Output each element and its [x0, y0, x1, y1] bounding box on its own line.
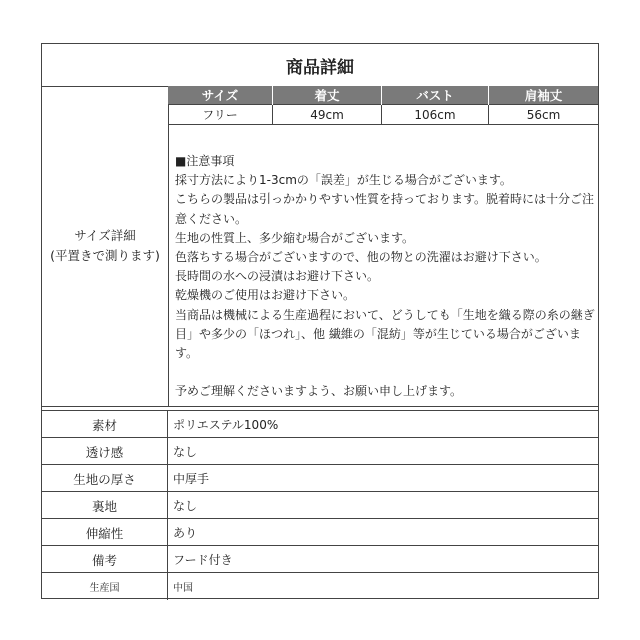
spec-key: 伸縮性 [42, 519, 168, 546]
header-sleeve: 肩袖丈 [489, 86, 599, 105]
notes-closing: 予めご理解くださいますよう、お願い申し上げます。 [175, 384, 463, 399]
spec-value: 中国 [173, 583, 193, 594]
spec-value: 中厚手 [173, 472, 210, 486]
header-size: サイズ [168, 86, 273, 105]
value-size: フリー [168, 105, 273, 125]
size-details-note: (平置きで測ります) [50, 248, 160, 263]
spec-row [42, 437, 598, 465]
spec-value: フード付き [173, 553, 233, 567]
spec-key: 生地の厚さ [42, 465, 168, 492]
value-bust: 106cm [382, 105, 489, 125]
notes-line: 色落ちする場合がございますので、他の物との洗濯はお避け下さい。 [175, 250, 547, 265]
size-table-row [168, 105, 598, 125]
section-divider [42, 406, 598, 407]
size-details-label [42, 86, 169, 406]
notes-line: 当商品は機械による生産過程において、どうしても「生地を織る際の糸の継ぎ目」や多少の「ほつれ」、他 繊維の「混紡」等が生じている場合がございます。 [175, 307, 595, 361]
spec-value: なし [173, 445, 198, 459]
spec-key: 素材 [42, 411, 168, 438]
spec-value: なし [173, 499, 198, 513]
size-table [168, 86, 598, 125]
notes-line: 長時間の水への浸漬はお避け下さい。 [175, 269, 380, 284]
size-details-title: サイズ詳細 [74, 228, 136, 243]
spec-value: ポリエステル100% [173, 418, 279, 432]
notes-line: 採寸方法により1-3cmの「誤差」が生じる場合がございます。 [175, 173, 512, 188]
spec-row [42, 464, 598, 492]
spec-key: 裏地 [42, 492, 168, 519]
spec-value: あり [173, 526, 198, 540]
spec-key: 生産国 [42, 573, 168, 600]
spec-row [42, 518, 598, 546]
size-table-header [168, 86, 598, 105]
value-sleeve: 56cm [489, 105, 599, 125]
spec-row [42, 491, 598, 519]
notes-line: 乾燥機のご使用はお避け下さい。 [175, 288, 356, 303]
header-length: 着丈 [273, 86, 382, 105]
product-details-table [41, 43, 599, 599]
spec-key: 透け感 [42, 438, 168, 465]
table-title: 商品詳細 [42, 44, 598, 87]
notes-line: こちらの製品は引っかかりやすい性質を持っております。脱着時には十分ご注意ください。 [175, 192, 595, 226]
notes-line: 生地の性質上、多少縮む場合がございます。 [175, 230, 415, 245]
spec-key: 備考 [42, 546, 168, 573]
value-length: 49cm [273, 105, 382, 125]
spec-row [42, 572, 598, 600]
spec-row [42, 410, 598, 438]
notes-block [175, 152, 595, 401]
header-bust: バスト [382, 86, 489, 105]
notes-heading: ■注意事項 [175, 154, 235, 168]
spec-row [42, 545, 598, 573]
